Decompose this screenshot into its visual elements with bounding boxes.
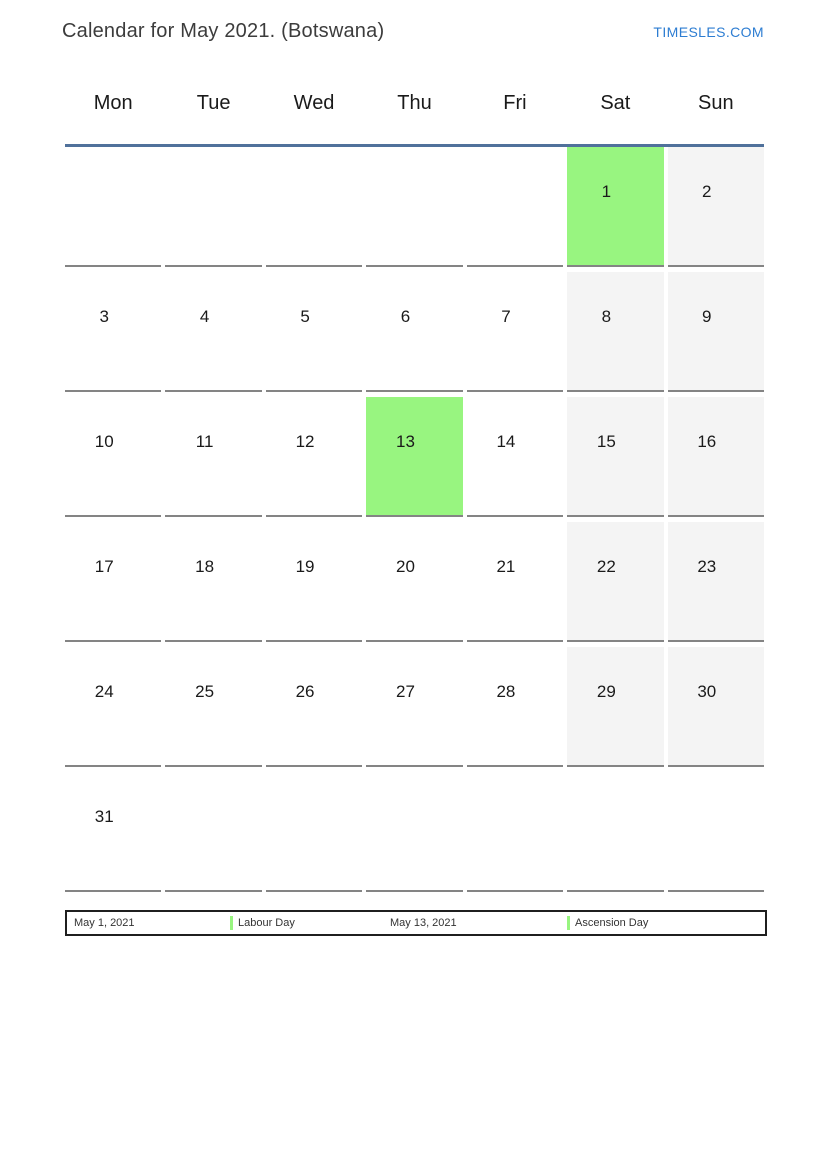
empty-day-cell — [366, 147, 462, 267]
day-number: 31 — [94, 807, 114, 826]
day-cell-24 — [65, 647, 161, 767]
day-cell-29 — [567, 647, 663, 767]
weekday-row — [65, 92, 764, 115]
day-cell-2 — [668, 147, 764, 267]
day-cell-23 — [668, 522, 764, 642]
day-cell-16 — [668, 397, 764, 517]
empty-day-cell — [366, 772, 462, 892]
empty-day-cell — [467, 772, 563, 892]
weekday-label-mon: Mon — [93, 92, 133, 114]
weekday-label-thu: Thu — [397, 92, 432, 114]
day-number: 28 — [496, 682, 516, 701]
day-number: 15 — [596, 432, 616, 451]
day-number: 30 — [697, 682, 717, 701]
day-cell-7 — [467, 272, 563, 392]
day-number: 19 — [295, 557, 315, 576]
day-number: 5 — [300, 307, 310, 326]
day-cell-11 — [165, 397, 261, 517]
page-title: Calendar for May 2021. (Botswana) — [62, 20, 385, 42]
day-cell-15 — [567, 397, 663, 517]
weekday-label-tue: Tue — [196, 92, 231, 114]
day-number: 24 — [94, 682, 114, 701]
day-cell-13 — [366, 397, 462, 517]
day-cell-10 — [65, 397, 161, 517]
day-cell-31 — [65, 772, 161, 892]
weekday-label-sun: Sun — [697, 92, 734, 114]
day-cell-17 — [65, 522, 161, 642]
day-number: 4 — [199, 307, 210, 326]
day-number: 6 — [400, 307, 411, 326]
day-number: 2 — [702, 182, 712, 201]
day-cell-20 — [366, 522, 462, 642]
day-cell-6 — [366, 272, 462, 392]
day-number: 29 — [596, 682, 616, 701]
day-number: 8 — [601, 307, 612, 326]
day-cell-18 — [165, 522, 261, 642]
day-number: 9 — [702, 307, 712, 326]
day-cell-25 — [165, 647, 261, 767]
day-cell-12 — [266, 397, 362, 517]
day-number: 22 — [596, 557, 616, 576]
empty-day-cell — [165, 772, 261, 892]
legend-date: May 1, 2021 — [74, 917, 135, 929]
empty-day-cell — [668, 772, 764, 892]
day-cell-9 — [668, 272, 764, 392]
day-cell-21 — [467, 522, 563, 642]
day-number: 10 — [94, 432, 114, 451]
day-number: 23 — [697, 557, 717, 576]
day-cell-28 — [467, 647, 563, 767]
day-cell-8 — [567, 272, 663, 392]
day-number: 3 — [99, 307, 109, 326]
legend-bar — [65, 910, 767, 936]
day-number: 25 — [195, 682, 215, 701]
day-number: 18 — [195, 557, 215, 576]
calendar-grid — [65, 147, 764, 892]
weekday-label-wed: Wed — [293, 92, 335, 114]
day-cell-19 — [266, 522, 362, 642]
day-number: 7 — [501, 307, 511, 326]
day-number: 1 — [601, 182, 612, 201]
weekday-label-sat: Sat — [600, 92, 631, 114]
day-cell-14 — [467, 397, 563, 517]
day-number: 14 — [496, 432, 516, 451]
day-number: 11 — [195, 432, 214, 451]
day-cell-5 — [266, 272, 362, 392]
day-cell-22 — [567, 522, 663, 642]
day-cell-27 — [366, 647, 462, 767]
empty-day-cell — [266, 147, 362, 267]
day-cell-4 — [165, 272, 261, 392]
empty-day-cell — [467, 147, 563, 267]
empty-day-cell — [65, 147, 161, 267]
day-number: 21 — [496, 557, 516, 576]
day-number: 16 — [697, 432, 717, 451]
day-number: 12 — [295, 432, 315, 451]
legend-holiday-name: Ascension Day — [575, 917, 649, 929]
empty-day-cell — [165, 147, 261, 267]
day-cell-26 — [266, 647, 362, 767]
empty-day-cell — [266, 772, 362, 892]
day-cell-30 — [668, 647, 764, 767]
day-number: 13 — [396, 432, 415, 451]
day-cell-1 — [567, 147, 663, 267]
day-cell-3 — [65, 272, 161, 392]
day-number: 17 — [94, 557, 114, 576]
day-number: 26 — [295, 682, 315, 701]
legend-date: May 13, 2021 — [390, 917, 457, 929]
legend-holiday-name: Labour Day — [238, 917, 295, 929]
brand-link[interactable]: TIMESLES.COM — [653, 24, 764, 40]
holiday-marker-icon — [567, 916, 570, 930]
day-number: 20 — [396, 557, 415, 576]
holiday-marker-icon — [230, 916, 233, 930]
weekday-label-fri: Fri — [503, 92, 527, 114]
empty-day-cell — [567, 772, 663, 892]
day-number: 27 — [396, 682, 415, 701]
